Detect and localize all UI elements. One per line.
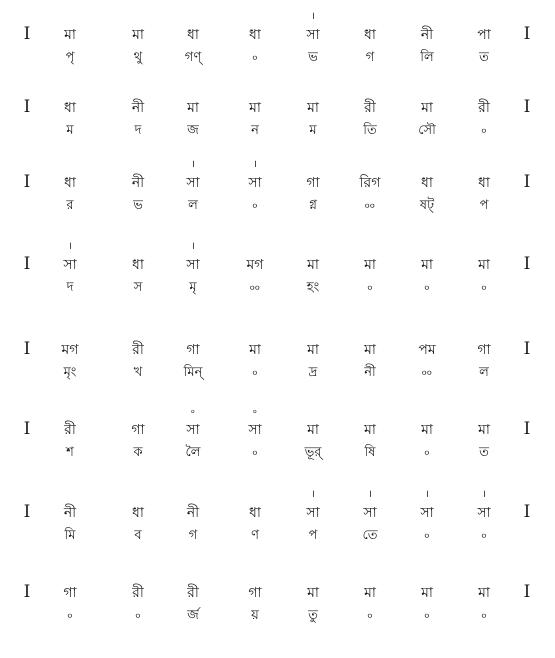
swara-note: মা (307, 585, 319, 601)
lyric-syllable: ৹ (67, 608, 73, 623)
swara-note: সা (248, 175, 262, 191)
beat-accent-mark (164, 10, 222, 24)
swara-note: মা (64, 27, 76, 43)
swara-note: সা (363, 505, 377, 521)
beat-accent-mark (341, 83, 399, 97)
lyric-syllable: র (66, 198, 74, 213)
beat-accent-mark (41, 325, 99, 339)
beat-accent-mark: । (311, 11, 315, 22)
swara-note: মা (364, 342, 376, 358)
swara-note: সা (306, 27, 320, 43)
beat-accent-mark: ৹ (253, 406, 257, 417)
beat-accent-mark: । (253, 159, 257, 170)
swara-note: ধা (132, 257, 144, 273)
swara-note: সা (63, 257, 77, 273)
notation-system (0, 10, 555, 70)
lyric-syllable: ল (479, 365, 489, 380)
lyric-syllable: স (133, 280, 143, 295)
swara-note: ধা (364, 27, 376, 43)
lyric-syllable: লৈ (185, 445, 201, 460)
beat-accent-mark (41, 405, 99, 419)
beat-accent-mark (109, 240, 167, 254)
swara-note: নী (131, 175, 145, 191)
lyric-syllable: তে (362, 528, 378, 543)
bar-line-left: I (23, 502, 31, 522)
lyric-syllable: ৹ (367, 608, 373, 623)
lyric-syllable: গ (188, 528, 198, 543)
swara-note: রী (478, 100, 490, 116)
lyric-syllable: ম (66, 123, 74, 138)
swara-note: রী (64, 422, 76, 438)
beat-accent-mark (226, 568, 284, 582)
beat-accent-mark: । (311, 489, 315, 500)
beat-accent-mark (341, 158, 399, 172)
lyric-syllable: ভ (133, 198, 143, 213)
swara-note: সা (186, 422, 200, 438)
swara-note: গা (477, 342, 491, 358)
lyric-syllable: ৹ (481, 280, 487, 295)
bar-line-left: I (23, 582, 31, 602)
beat-accent-mark (41, 568, 99, 582)
lyric-syllable: ৹৹ (364, 198, 376, 213)
lyric-syllable: ৹৹ (421, 365, 433, 380)
beat-accent-mark (398, 158, 456, 172)
swara-note: গা (186, 342, 200, 358)
lyric-syllable: খ (133, 365, 143, 380)
lyric-syllable: মৃং (63, 365, 77, 380)
swara-note: মা (421, 257, 433, 273)
beat-accent-mark (109, 488, 167, 502)
lyric-syllable: ব (134, 528, 142, 543)
bar-line-right: I (523, 97, 531, 117)
lyric-syllable: ৹৹ (249, 280, 261, 295)
swara-note: সা (186, 175, 200, 191)
lyric-syllable: ভ (308, 50, 318, 65)
swara-note: ধা (478, 175, 490, 191)
swara-note: মা (478, 257, 490, 273)
notation-system (0, 158, 555, 218)
swara-note: মগ (61, 342, 79, 358)
lyric-syllable: ৹ (252, 198, 258, 213)
lyric-syllable: ৹ (481, 123, 487, 138)
lyric-syllable: গণ্ (184, 50, 202, 65)
lyric-syllable: ন (251, 123, 259, 138)
beat-accent-mark (109, 83, 167, 97)
swara-note: মা (249, 342, 261, 358)
beat-accent-mark (164, 325, 222, 339)
beat-accent-mark (455, 83, 513, 97)
lyric-syllable: গ (365, 50, 375, 65)
swara-note: মা (478, 422, 490, 438)
beat-accent-mark (164, 83, 222, 97)
beat-accent-mark (398, 83, 456, 97)
beat-accent-mark (455, 325, 513, 339)
lyric-syllable: লি (420, 50, 434, 65)
bar-line-right: I (523, 24, 531, 44)
lyric-syllable: তু (308, 608, 318, 623)
lyric-syllable: দ (134, 123, 142, 138)
notation-system (0, 240, 555, 300)
beat-accent-mark (398, 240, 456, 254)
beat-accent-mark (455, 158, 513, 172)
beat-accent-mark (284, 325, 342, 339)
swara-note: মগ (246, 257, 264, 273)
lyric-syllable: ভূর্ (304, 445, 322, 460)
lyric-syllable: ৹ (481, 528, 487, 543)
swara-note: নী (420, 27, 434, 43)
lyric-syllable: ত (479, 445, 489, 460)
swara-note: মা (249, 100, 261, 116)
beat-accent-mark (226, 240, 284, 254)
lyric-syllable: ক (133, 445, 143, 460)
bar-line-left: I (23, 97, 31, 117)
beat-accent-mark (41, 83, 99, 97)
swara-note: রী (132, 342, 144, 358)
lyric-syllable: সৌ (418, 123, 436, 138)
beat-accent-mark (398, 325, 456, 339)
lyric-syllable: প (308, 528, 318, 543)
swara-note: পম (418, 342, 436, 358)
swara-note: রিগ (359, 175, 381, 191)
notation-system (0, 83, 555, 143)
lyric-syllable: ৹ (424, 280, 430, 295)
beat-accent-mark (164, 488, 222, 502)
lyric-syllable: তি (363, 123, 377, 138)
beat-accent-mark (284, 405, 342, 419)
swara-note: মা (364, 585, 376, 601)
swara-note: সা (420, 505, 434, 521)
beat-accent-mark (164, 568, 222, 582)
beat-accent-mark (455, 568, 513, 582)
swara-note: সা (248, 422, 262, 438)
beat-accent-mark (398, 405, 456, 419)
swara-note: মা (307, 100, 319, 116)
swara-note: মা (364, 422, 376, 438)
lyric-syllable: মি (64, 528, 76, 543)
bar-line-right: I (523, 172, 531, 192)
swara-note: সা (306, 505, 320, 521)
notation-system (0, 325, 555, 385)
beat-accent-mark (41, 10, 99, 24)
beat-accent-mark: । (191, 241, 195, 252)
bar-line-right: I (523, 254, 531, 274)
beat-accent-mark (109, 325, 167, 339)
swara-note: মা (132, 27, 144, 43)
swara-note: রী (132, 585, 144, 601)
beat-accent-mark (398, 10, 456, 24)
bar-line-left: I (23, 339, 31, 359)
swara-note: গা (248, 585, 262, 601)
bar-line-left: I (23, 24, 31, 44)
lyric-syllable: ৹ (252, 445, 258, 460)
swara-note: ধা (249, 27, 261, 43)
beat-accent-mark (109, 405, 167, 419)
beat-accent-mark (41, 158, 99, 172)
lyric-syllable: পৃ (65, 50, 75, 65)
lyric-syllable: র্জ (187, 608, 199, 623)
bar-line-right: I (523, 419, 531, 439)
beat-accent-mark (226, 325, 284, 339)
swara-note: মা (307, 342, 319, 358)
lyric-syllable: ল (188, 198, 198, 213)
bar-line-right: I (523, 582, 531, 602)
bar-line-right: I (523, 339, 531, 359)
beat-accent-mark (455, 240, 513, 254)
beat-accent-mark (226, 10, 284, 24)
swara-note: ধা (421, 175, 433, 191)
beat-accent-mark (284, 158, 342, 172)
beat-accent-mark (41, 488, 99, 502)
swara-note: ধা (64, 100, 76, 116)
swara-note: গা (63, 585, 77, 601)
lyric-syllable: মৃ (189, 280, 197, 295)
swara-note: মা (364, 257, 376, 273)
swara-note: রী (364, 100, 376, 116)
bar-line-left: I (23, 254, 31, 274)
lyric-syllable: ষি (364, 445, 376, 460)
lyric-syllable: দ (66, 280, 74, 295)
bar-line-right: I (523, 502, 531, 522)
beat-accent-mark: । (68, 241, 72, 252)
beat-accent-mark: । (482, 489, 486, 500)
beat-accent-mark (341, 568, 399, 582)
lyric-syllable: ৹ (252, 50, 258, 65)
swara-note: পা (477, 27, 491, 43)
beat-accent-mark: । (368, 489, 372, 500)
swara-note: মা (421, 100, 433, 116)
lyric-syllable: থু (133, 50, 143, 65)
swara-note: মা (421, 585, 433, 601)
beat-accent-mark (109, 158, 167, 172)
swara-note: নী (186, 505, 200, 521)
beat-accent-mark (398, 568, 456, 582)
beat-accent-mark (455, 10, 513, 24)
lyric-syllable: মিন্ (183, 365, 203, 380)
lyric-syllable: ৹ (424, 445, 430, 460)
lyric-syllable: নী (364, 365, 376, 380)
beat-accent-mark (284, 568, 342, 582)
lyric-syllable: য় (251, 608, 259, 623)
beat-accent-mark (226, 488, 284, 502)
swara-note: ধা (187, 27, 199, 43)
lyric-syllable: ৹ (424, 608, 430, 623)
lyric-syllable: ৹ (367, 280, 373, 295)
notation-system (0, 488, 555, 548)
swara-note: ধা (132, 505, 144, 521)
lyric-syllable: ৹ (252, 365, 258, 380)
swara-note: নী (131, 100, 145, 116)
swara-note: ধা (64, 175, 76, 191)
beat-accent-mark: । (191, 159, 195, 170)
bar-line-left: I (23, 172, 31, 192)
lyric-syllable: ণ (251, 528, 259, 543)
beat-accent-mark (109, 568, 167, 582)
notation-system (0, 568, 555, 628)
swara-note: মা (421, 422, 433, 438)
lyric-syllable: হং (306, 280, 320, 295)
lyric-syllable: ৹ (135, 608, 141, 623)
beat-accent-mark: ৹ (191, 406, 195, 417)
swara-note: গা (306, 175, 320, 191)
lyric-syllable: দ্র (308, 365, 318, 380)
beat-accent-mark (284, 83, 342, 97)
beat-accent-mark (341, 10, 399, 24)
beat-accent-mark (284, 240, 342, 254)
swara-note: সা (477, 505, 491, 521)
lyric-syllable: ত (479, 50, 489, 65)
swara-note: মা (307, 257, 319, 273)
bar-line-left: I (23, 419, 31, 439)
notation-system (0, 405, 555, 465)
beat-accent-mark (341, 325, 399, 339)
swara-note: মা (187, 100, 199, 116)
lyric-syllable: শ (66, 445, 74, 460)
swara-note: গা (131, 422, 145, 438)
swara-note: মা (478, 585, 490, 601)
swara-note: মা (307, 422, 319, 438)
beat-accent-mark (455, 405, 513, 419)
lyric-syllable: ষট্ (419, 198, 435, 213)
lyric-syllable: গ্ন (309, 198, 317, 213)
lyric-syllable: ম (309, 123, 317, 138)
swara-note: সা (186, 257, 200, 273)
lyric-syllable: ৹ (424, 528, 430, 543)
beat-accent-mark (341, 405, 399, 419)
swara-note: রী (187, 585, 199, 601)
swara-note: নী (63, 505, 77, 521)
beat-accent-mark (109, 10, 167, 24)
beat-accent-mark: । (425, 489, 429, 500)
beat-accent-mark (226, 83, 284, 97)
swara-note: ধা (249, 505, 261, 521)
lyric-syllable: জ (187, 123, 199, 138)
lyric-syllable: প (479, 198, 489, 213)
lyric-syllable: ৹ (481, 608, 487, 623)
beat-accent-mark (341, 240, 399, 254)
